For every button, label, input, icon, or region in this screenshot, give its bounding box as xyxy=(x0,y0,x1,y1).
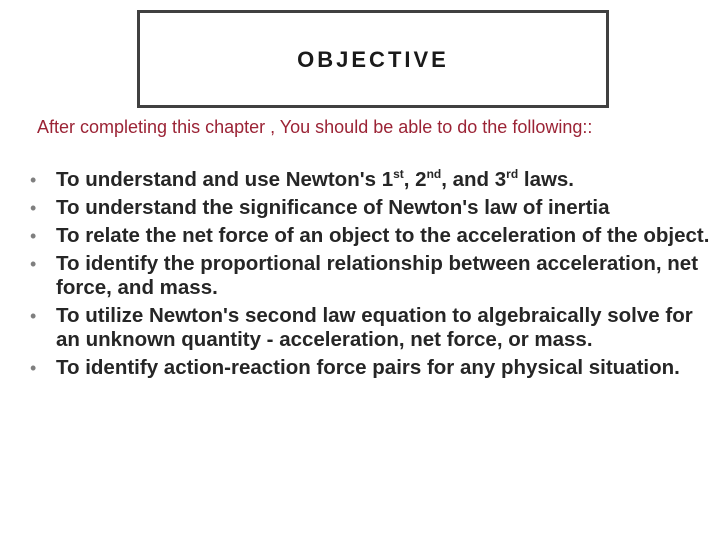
bullet-icon: • xyxy=(30,226,37,246)
list-item xyxy=(30,356,710,380)
intro-text: After completing this chapter , You should be able to do the following:: xyxy=(37,117,593,137)
list-item-text: To identify action-reaction force pairs for any physical situation. xyxy=(56,356,680,379)
list-item-text: To relate the net force of an object to the acceleration of the object. xyxy=(56,224,710,247)
list-item xyxy=(30,196,710,220)
bullet-icon: • xyxy=(30,306,37,326)
bullet-icon: • xyxy=(30,170,37,190)
title-box xyxy=(137,10,609,108)
bullet-icon: • xyxy=(30,358,37,378)
list-item xyxy=(30,252,710,300)
list-item xyxy=(30,304,710,352)
bullet-icon: • xyxy=(30,254,37,274)
list-item xyxy=(30,224,710,248)
slide-title: OBJECTIVE xyxy=(297,47,449,72)
objective-list xyxy=(30,168,710,384)
list-item-text: To understand the significance of Newton's law of inertia xyxy=(56,196,610,219)
list-item-text: To utilize Newton's second law equation to algebraically solve for an unknown quantity - acceleration, net force, or mass. xyxy=(56,304,693,351)
list-item: • To understand and use Newton's 1st, 2nd, and 3rd laws. xyxy=(30,167,575,191)
list-item-text: To identify the proportional relationship between acceleration, net force, and mass. xyxy=(56,252,699,299)
bullet-icon: • xyxy=(30,198,37,218)
